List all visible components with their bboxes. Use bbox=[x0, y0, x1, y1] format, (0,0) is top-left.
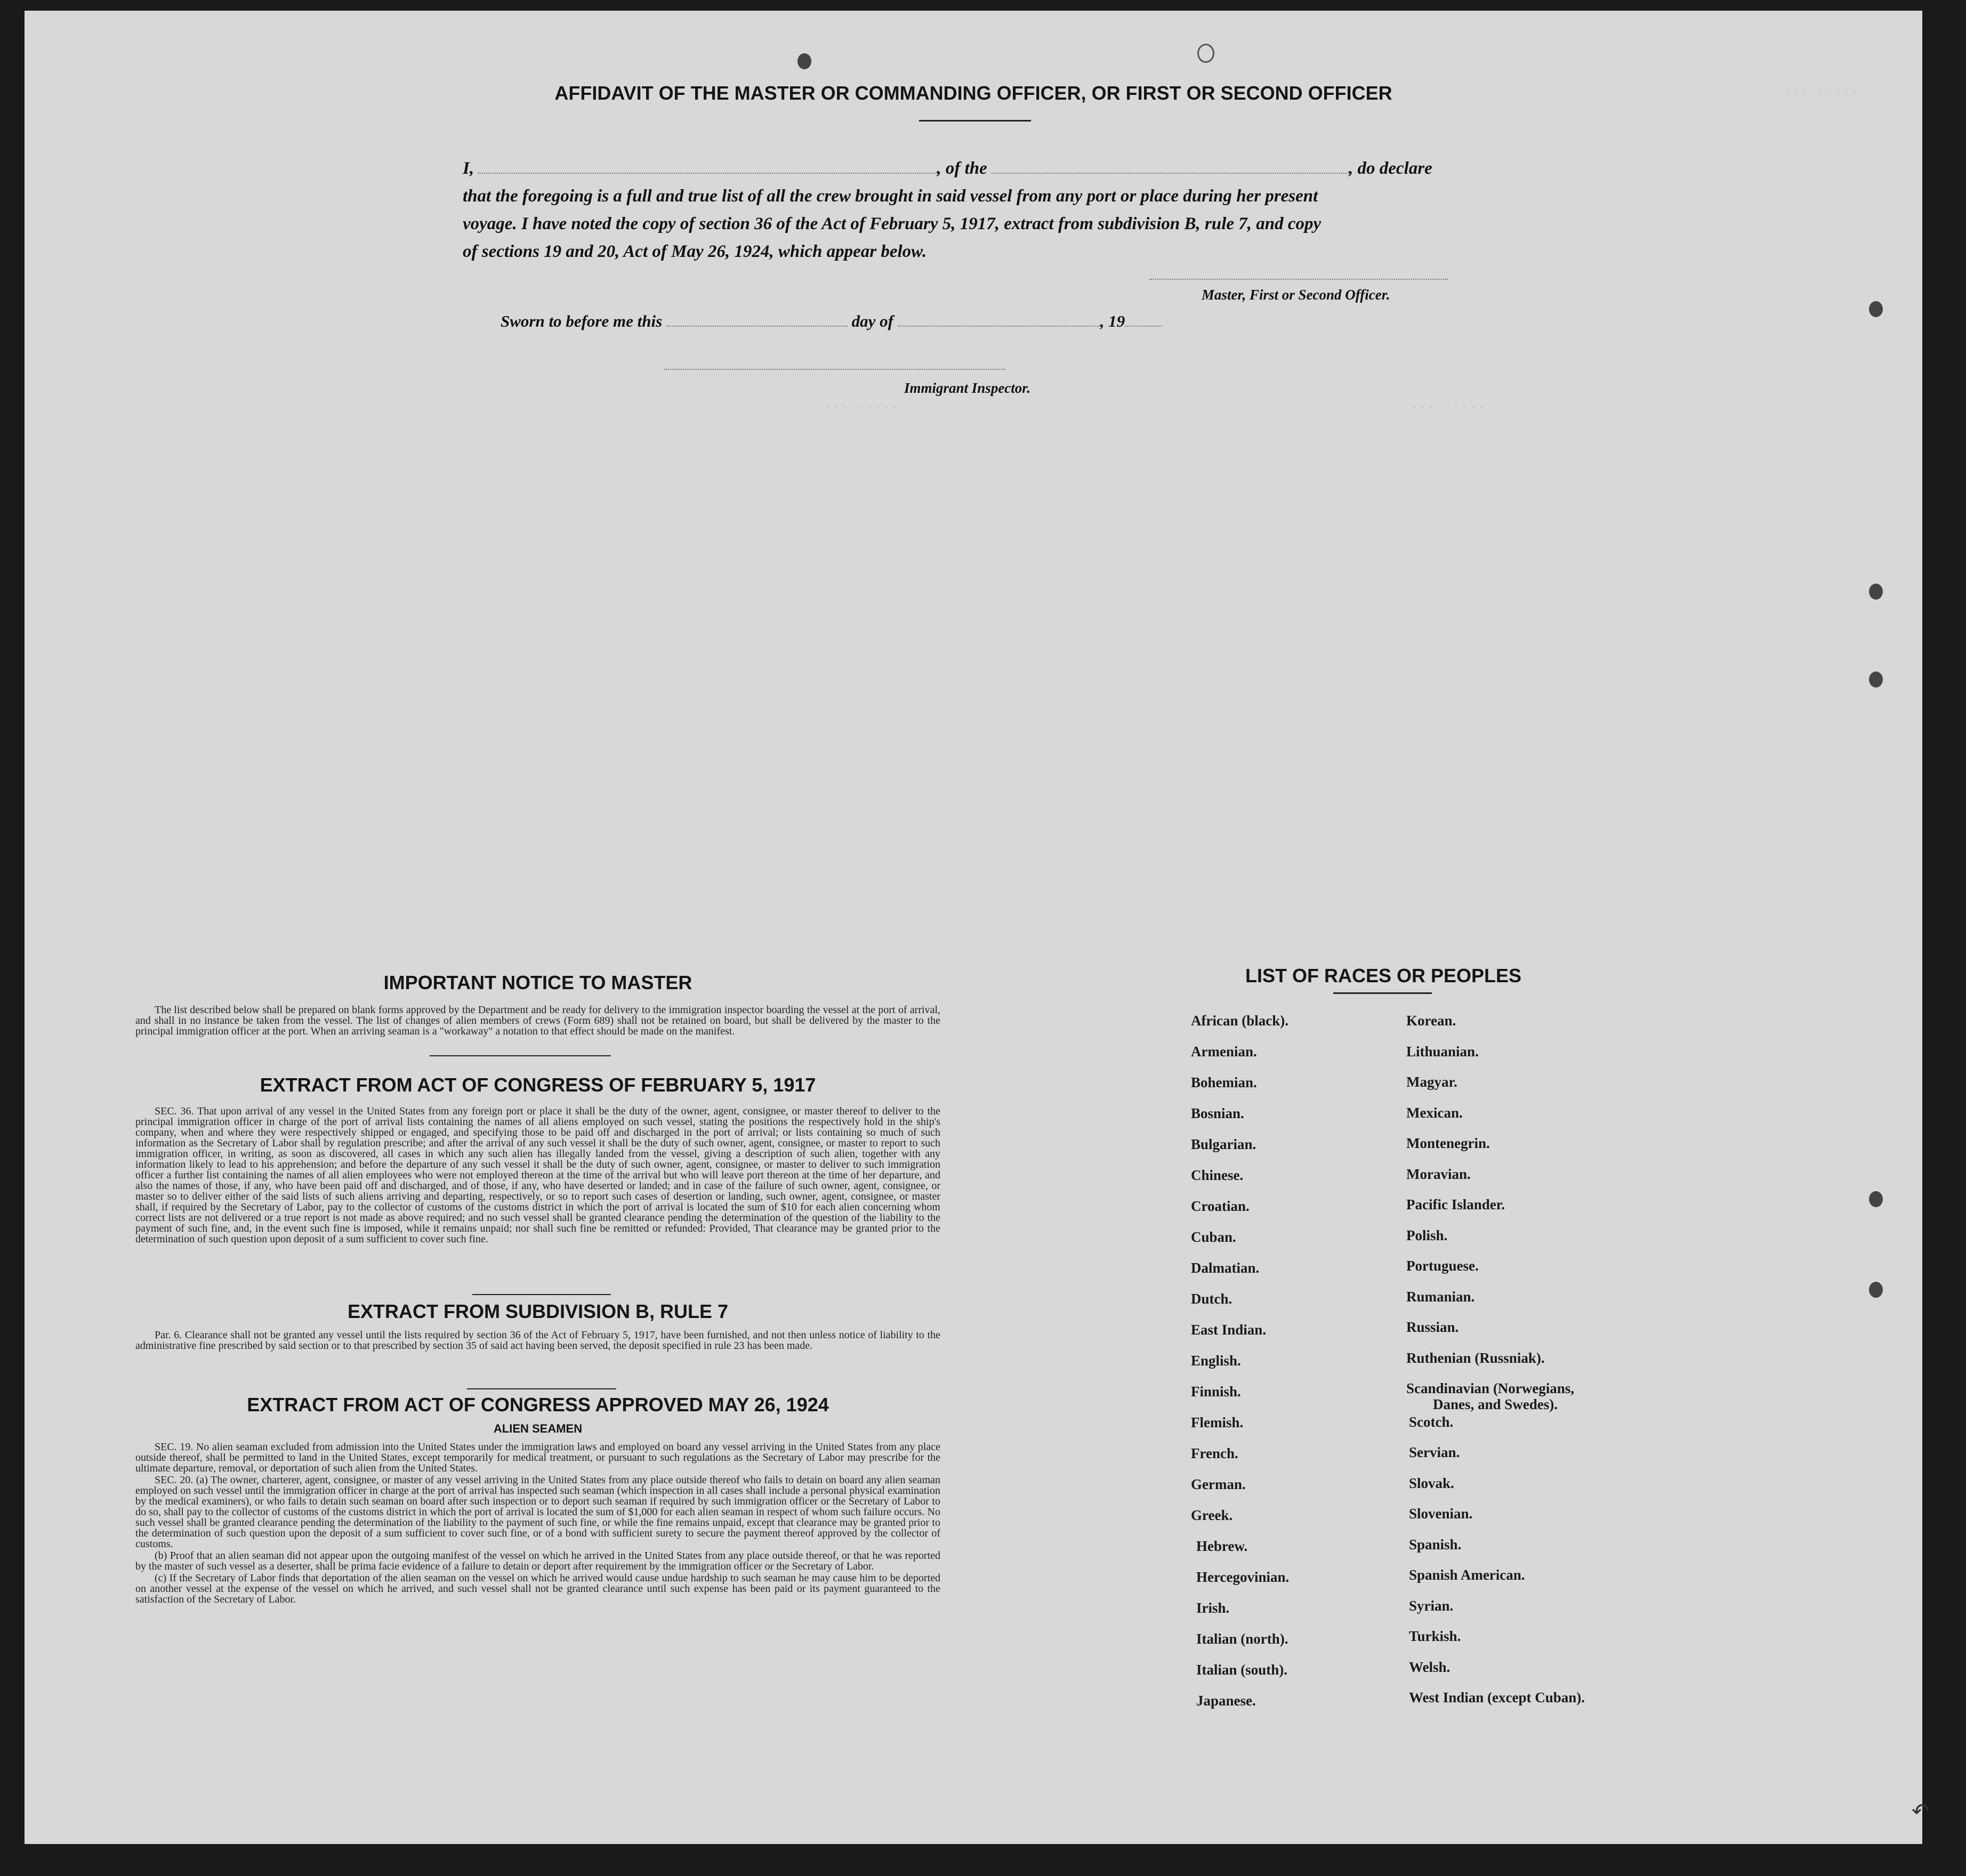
section-divider bbox=[467, 1388, 616, 1389]
race-item: Hercegovinian. bbox=[1196, 1569, 1290, 1585]
race-item: Lithuanian. bbox=[1406, 1043, 1479, 1060]
race-item: Spanish American. bbox=[1409, 1567, 1525, 1583]
race-item: Chinese. bbox=[1191, 1167, 1244, 1183]
race-item: Rumanian. bbox=[1406, 1288, 1475, 1305]
of-the-label: , of the bbox=[937, 159, 987, 178]
binder-hole bbox=[1869, 301, 1883, 317]
notice-title: IMPORTANT NOTICE TO MASTER bbox=[383, 972, 692, 993]
binder-hole bbox=[1197, 44, 1214, 63]
race-item: Montenegrin. bbox=[1406, 1135, 1490, 1151]
race-item: English. bbox=[1191, 1353, 1241, 1369]
bleed-through-text: ··· ····· bbox=[1784, 85, 1859, 101]
race-item: Polish. bbox=[1406, 1227, 1448, 1243]
race-item: Scandinavian (Norwegians, bbox=[1406, 1380, 1575, 1396]
race-item: Ruthenian (Russniak). bbox=[1406, 1349, 1545, 1366]
bleed-through-text: ··· ····· bbox=[824, 400, 899, 416]
section-20a-paragraph: SEC. 20. (a) The owner, charterer, agent, consignee, or master of any vessel arriving in the United States from any place outside thereof who fails to detain on board any alien seaman employed on such vessel until the immigration officer in charge at the port of arrival has inspected such seaman (which inspection in all cases shall include a personal physical examination by the medical examiners), or who fails to detain such seaman on board after such inspection or to deport such seaman if required by such immigration officer or the Secretary of Labor to do so, shall pay to the collector of customs of the customs district in which the port of arrival is located the sum of $1,000 for each alien seaman in respect of whom such failure occurs. No such vessel shall be granted clearance pending the determination of the liability to the payment of such fine, or while the fine remains unpaid, except that clearance may be granted prior to the determination of such question upon the deposit of a sum sufficient to cover such fine, or of a bond with sufficient surety to secure the payment thereof approved by the collector of customs. bbox=[135, 1474, 940, 1550]
binder-hole bbox=[1869, 1191, 1883, 1207]
notice-text bbox=[135, 1005, 940, 1038]
race-item: Italian (south). bbox=[1196, 1662, 1288, 1678]
declaration-line-2: that the foregoing is a full and true list of all the crew brought in said vessel from any port or place during her present bbox=[463, 187, 1318, 206]
section-20c-paragraph: (c) If the Secretary of Labor finds that deportation of the alien seaman on the vessel on which he arrived would cause undue hardship to such seaman he may cause him to be deported on another vessel at the expense of the vessel on which he arrived, and such vessel shall not be granted clearance until such expense has been paid or its payment guaranteed to the satisfaction of the Secretary of Labor. bbox=[135, 1572, 940, 1605]
race-item: African (black). bbox=[1191, 1013, 1288, 1029]
day-of-label: day of bbox=[851, 312, 893, 330]
race-item: Bohemian. bbox=[1191, 1074, 1257, 1090]
declarant-pronoun: I, bbox=[463, 159, 474, 178]
binder-hole bbox=[1869, 672, 1883, 688]
race-item: Turkish. bbox=[1409, 1628, 1461, 1644]
affidavit-declaration bbox=[463, 155, 1529, 265]
declaration-line-3: voyage. I have noted the copy of section 36 of the Act of February 5, 1917, extract from subdivision B, rule 7, and copy bbox=[463, 214, 1322, 233]
race-item: Flemish. bbox=[1191, 1414, 1244, 1430]
race-item: Servian. bbox=[1409, 1444, 1460, 1460]
rule-7-paragraph: Par. 6. Clearance shall not be granted any vessel until the lists required by section 36 of the Act of February 5, 1917, have been furnished, and not then unless notice of liability to the administrative fine prescribed by said section or to that prescribed by section 35 of said act having been served, the deposit specified in rule 23 has been made. bbox=[135, 1329, 940, 1352]
master-signature-field[interactable] bbox=[1149, 279, 1448, 280]
binder-hole bbox=[797, 53, 811, 69]
race-item: Japanese. bbox=[1196, 1693, 1256, 1709]
section-divider bbox=[472, 1294, 611, 1295]
race-item: Scotch. bbox=[1409, 1413, 1454, 1430]
race-item: Danes, and Swedes). bbox=[1433, 1396, 1558, 1412]
section-20b-paragraph: (b) Proof that an alien seaman did not appear upon the outgoing manifest of the vessel on which he arrived in the United States from any place outside thereof, or that he was reported by the master of such vessel as a deserter, shall be prima facie evidence of a failure to detain or deport after requirement by the immigration officer or the Secretary of Labor. bbox=[135, 1550, 940, 1572]
rule-7-text bbox=[135, 1330, 940, 1352]
act-1917-paragraph: SEC. 36. That upon arrival of any vessel in the United States from any foreign port or place it shall be the duty of the owner, agent, consignee, or master thereof to deliver to the principal immigration officer in charge of the port of arrival lists containing the names of all aliens employed on such vessel, stating the positions the respectively hold in the ship's company, when and where they were respectively shipped or engaged, and specifying those to be paid off and discharged in the port of arrival; or lists containing so much of such information as the Secretary of Labor shall by regulation prescribe; and after the arrival of any such vessel it shall be the duty of such owner, agent, consignee, or master to report to such immigration officer, in writing, as soon as discovered, all cases in which any such alien has illegally landed from the vessel, giving a description of such alien, together with any information likely to lead to his apprehension; and before the departure of any such vessel it shall be the duty of such owner, agent, consignee, or master to deliver to such immigration officer a further list containing the names of all alien employees who were not employed thereon at the time of the arrival but who will leave port thereon at the time of her departure, and also the names of those, if any, who have been paid off and discharged, and of those, if any, who have deserted or landed; and in case of the failure of such owner, agent, consignee, or master so to deliver either of the said lists of such aliens arriving and departing, respectively, or so to report such cases of desertion or landing, such owner, agent, consignee, or master shall, if required by the Secretary of Labor, pay to the collector of customs of the customs district in which the port of arrival is located the sum of $10 for each alien concerning whom correct lists are not delivered or a true report is not made as above required; and no such vessel shall be granted clearance pending the determination of the question of the liability to the payment of such fine, and, in the event such fine is imposed, while it remains unpaid; nor shall such fine be remitted or refunded: Provided, That clearance may be granted prior to the determination of such question upon deposit of a sum sufficient to cover such fine. bbox=[135, 1105, 940, 1245]
race-item: Dalmatian. bbox=[1191, 1260, 1260, 1276]
race-item: Welsh. bbox=[1409, 1659, 1451, 1675]
race-item: Russian. bbox=[1406, 1319, 1459, 1335]
race-item: Hebrew. bbox=[1196, 1538, 1248, 1554]
act-1924-title: EXTRACT FROM ACT OF CONGRESS APPROVED MAY 26, 1924 bbox=[247, 1394, 829, 1416]
race-item: Cuban. bbox=[1191, 1229, 1236, 1245]
race-item: Croatian. bbox=[1191, 1198, 1250, 1214]
race-item: Italian (north). bbox=[1196, 1631, 1288, 1647]
declaration-line-4: of sections 19 and 20, Act of May 26, 1924, which appear below. bbox=[463, 242, 927, 261]
race-item: Dutch. bbox=[1191, 1291, 1232, 1307]
race-item: Spanish. bbox=[1409, 1536, 1462, 1552]
race-item: Syrian. bbox=[1409, 1597, 1454, 1614]
inspector-signature-field[interactable] bbox=[664, 369, 1005, 370]
master-signature-label: Master, First or Second Officer. bbox=[1202, 287, 1390, 303]
binder-hole bbox=[1869, 1282, 1883, 1298]
race-item: Korean. bbox=[1406, 1013, 1456, 1029]
race-item: Portuguese. bbox=[1406, 1258, 1479, 1274]
race-item: Greek. bbox=[1191, 1507, 1233, 1523]
rule-7-title: EXTRACT FROM SUBDIVISION B, RULE 7 bbox=[347, 1300, 729, 1322]
races-title-underline bbox=[1333, 992, 1432, 994]
act-1924-text bbox=[135, 1442, 940, 1606]
act-1924-subtitle: ALIEN SEAMEN bbox=[493, 1422, 583, 1435]
race-item: Bosnian. bbox=[1191, 1105, 1244, 1121]
race-item: Slovak. bbox=[1409, 1475, 1454, 1491]
races-title: LIST OF RACES OR PEOPLES bbox=[1245, 965, 1522, 986]
race-item: West Indian (except Cuban). bbox=[1409, 1689, 1585, 1705]
notice-paragraph: The list described below shall be prepared on blank forms approved by the Department and be ready for delivery to the immigration inspector boarding the vessel at the port of arrival, and shall in no instance be taken from the vessel. The list of changes of alien members of crews (Form 689) shall not be retained on board, but shall be delivered by the master to the principal immigration officer at the port. When an arriving seaman is a "workaway" a notation to that effect should be made on the manifest. bbox=[135, 1004, 940, 1037]
act-1917-text bbox=[135, 1106, 940, 1246]
sworn-year-field[interactable] bbox=[1125, 312, 1162, 327]
race-item: Magyar. bbox=[1406, 1074, 1457, 1090]
race-item: Mexican. bbox=[1406, 1104, 1463, 1121]
race-item: Slovenian. bbox=[1409, 1506, 1473, 1522]
race-item: Irish. bbox=[1196, 1600, 1230, 1616]
title-divider bbox=[919, 120, 1031, 122]
section-19-paragraph: SEC. 19. No alien seaman excluded from admission into the United States under the immigration laws and employed on board any vessel arriving in the United States from any place outside thereof, shall be permitted to land in the United States, except temporarily for medical treatment, or pursuant to such regulations as the Secretary of Labor may prescribe for the ultimate departure, removal, or deportation of such alien from the United States. bbox=[135, 1441, 940, 1474]
race-item: East Indian. bbox=[1191, 1322, 1267, 1338]
document-page bbox=[25, 11, 1930, 1844]
race-item: Finnish. bbox=[1191, 1384, 1241, 1400]
margin-mark: ↶ bbox=[1912, 1799, 1930, 1823]
declare-label: , do declare bbox=[1349, 159, 1432, 178]
inspector-signature-label: Immigrant Inspector. bbox=[904, 380, 1031, 396]
section-divider bbox=[430, 1055, 611, 1056]
affidavit-title: AFFIDAVIT OF THE MASTER OR COMMANDING OFFICER, OR FIRST OR SECOND OFFICER bbox=[554, 82, 1392, 104]
act-1917-title: EXTRACT FROM ACT OF CONGRESS OF FEBRUARY 5, 1917 bbox=[260, 1074, 816, 1096]
sworn-label: Sworn to before me this bbox=[501, 312, 663, 330]
declarant-name-field[interactable] bbox=[478, 159, 937, 174]
sworn-day-field[interactable] bbox=[666, 312, 848, 327]
race-item: Pacific Islander. bbox=[1406, 1196, 1505, 1212]
binder-hole bbox=[1869, 584, 1883, 600]
race-item: French. bbox=[1191, 1445, 1238, 1461]
race-item: Moravian. bbox=[1406, 1166, 1471, 1182]
race-item: German. bbox=[1191, 1476, 1246, 1492]
sworn-month-field[interactable] bbox=[898, 312, 1100, 327]
bleed-through-text: ··· ····· bbox=[1411, 400, 1486, 416]
sworn-line bbox=[501, 312, 1162, 331]
race-item: Armenian. bbox=[1191, 1044, 1257, 1060]
year-prefix-label: , 19 bbox=[1100, 312, 1125, 330]
race-item: Bulgarian. bbox=[1191, 1136, 1256, 1152]
vessel-name-field[interactable] bbox=[992, 159, 1349, 174]
